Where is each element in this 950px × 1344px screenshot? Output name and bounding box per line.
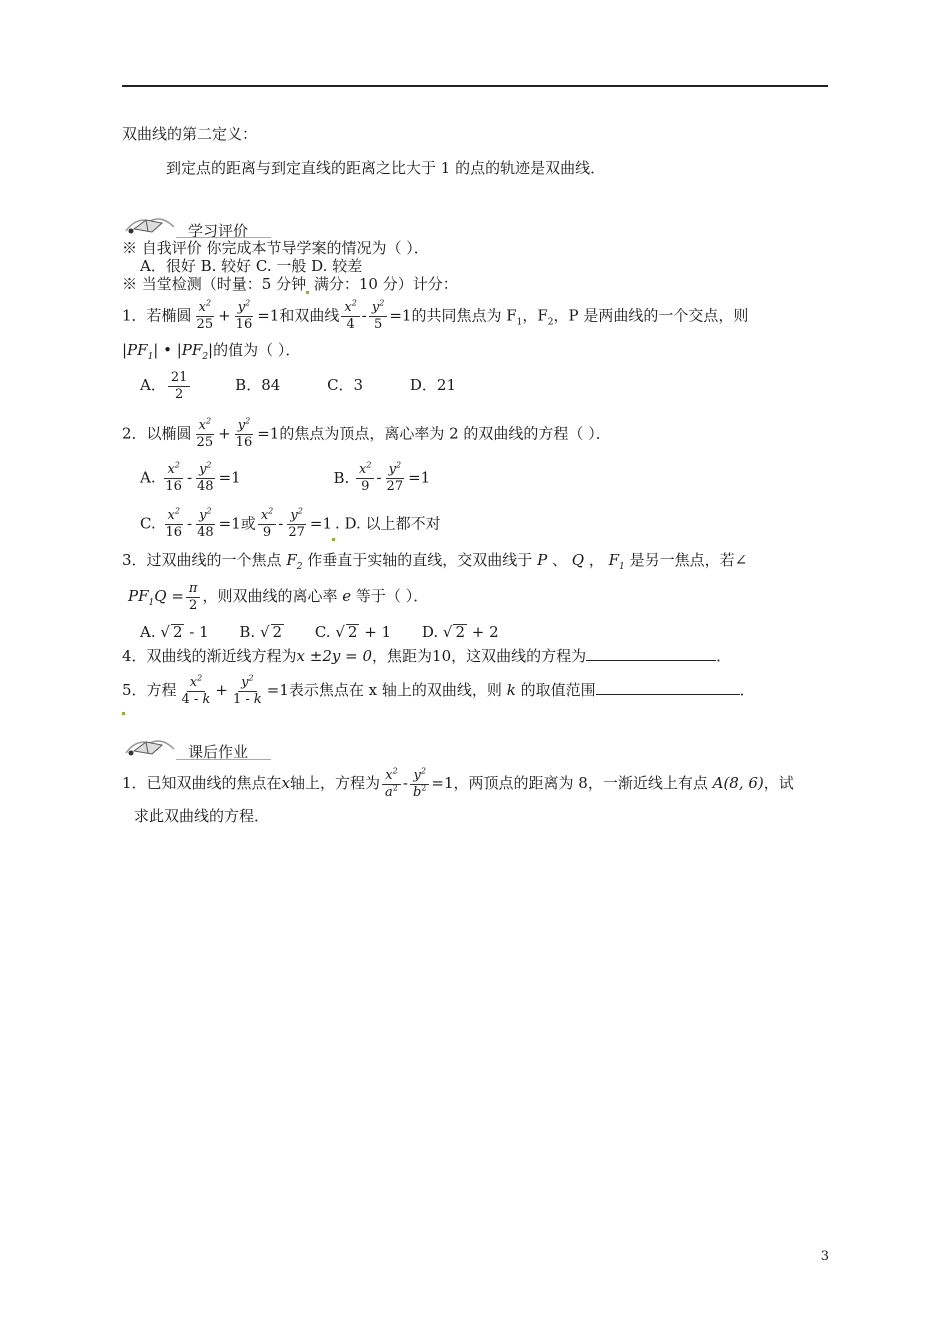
question-1: 1．若椭圆 $\frac{x^2}{25}$ + $\frac{y^2}{16}$ =1和双曲线 $\frac{x^2}{4}$ - $\frac{y^2}{5}$ =1的共同焦点为 $F_1$，$F_2$，P 是两曲线的一个交点，则 (122, 298, 749, 332)
question-3-options: A. √ 2 - 1 B. √ 2 C. √ 2 + 1 D. √ 2 + 2 (140, 623, 499, 641)
header-rule (122, 85, 828, 87)
self-evaluation-options: A．很好 B. 较好 C. 一般 D. 较差 (140, 257, 363, 275)
homework-1: 1．已知双曲线的焦点在x轴上，方程为 $\frac{x^2}{a^2}$ - $\frac{y^2}{b^2}$ =1，两顶点的距离为 8，一渐近线上有点 A(8, 6)，试 (122, 766, 794, 800)
fraction-x2-25: $\frac{x^2}{25}$ (196, 298, 214, 332)
question-4: 4．双曲线的渐近线方程为x ±2y = 0，焦距为10，这双曲线的方程为 ． (122, 647, 732, 665)
quiz-header: ※ 当堂检测（时量：5 分钟 满分：10 分）计分： (122, 275, 458, 293)
answer-blank-4 (586, 646, 716, 661)
second-definition-title: 双曲线的第二定义： (122, 125, 258, 143)
book-icon-2 (122, 733, 176, 757)
question-3-line2: $PF_1Q$ = $\frac{\pi}{2}$ ，则双曲线的离心率 e 等于（ ）． (128, 580, 429, 613)
answer-blank-5 (596, 680, 740, 695)
homework-1-line2: 求此双曲线的方程． (134, 807, 270, 825)
question-3: 3．过双曲线的一个焦点 $F_2$ 作垂直于实轴的直线，交双曲线于 P 、 Q ， $F_1$ 是另一焦点，若∠ (122, 551, 748, 572)
page-number: 3 (820, 1249, 829, 1264)
question-5: 5．方程 $\frac{x^2}{4 - k}$ + $\frac{y^2}{1 - k}$ =1表示焦点在 x 轴上的双曲线，则 k 的取值范围 ． (122, 673, 755, 707)
section-heading-homework: 课后作业 (188, 743, 249, 761)
question-1-options: A． $\frac{21}{2}$ B．84 C．3 D．21 (140, 369, 457, 402)
book-icon (122, 211, 176, 235)
question-1-line2: $|PF_1|$ • $|PF_2|$的值为（ ）． (122, 341, 301, 362)
section-heading-eval: 学习评价 (188, 222, 249, 240)
self-evaluation: ※ 自我评价 你完成本节导学案的情况为（ ）． (122, 239, 429, 257)
second-definition-body: 到定点的距离与到定直线的距离之比大于 1 的点的轨迹是双曲线． (166, 159, 606, 177)
marker-dot (122, 712, 125, 715)
question-2-options-ab: A. $\frac{x^2}{16}$ - $\frac{y^2}{48}$ =1 B. $\frac{x^2}{9}$ - $\frac{y^2}{27}$ =1 (140, 460, 431, 494)
question-2-options-cd: C. $\frac{x^2}{16}$ - $\frac{y^2}{48}$ =1或 $\frac{x^2}{9}$ - $\frac{y^2}{27}$ =1 . D. 以上都不对 (140, 506, 441, 540)
question-2: 2．以椭圆 $\frac{x^2}{25}$ + $\frac{y^2}{16}$ =1的焦点为顶点，离心率为 2 的双曲线的方程（ ）． (122, 416, 611, 450)
heading-underline-2 (176, 759, 271, 760)
